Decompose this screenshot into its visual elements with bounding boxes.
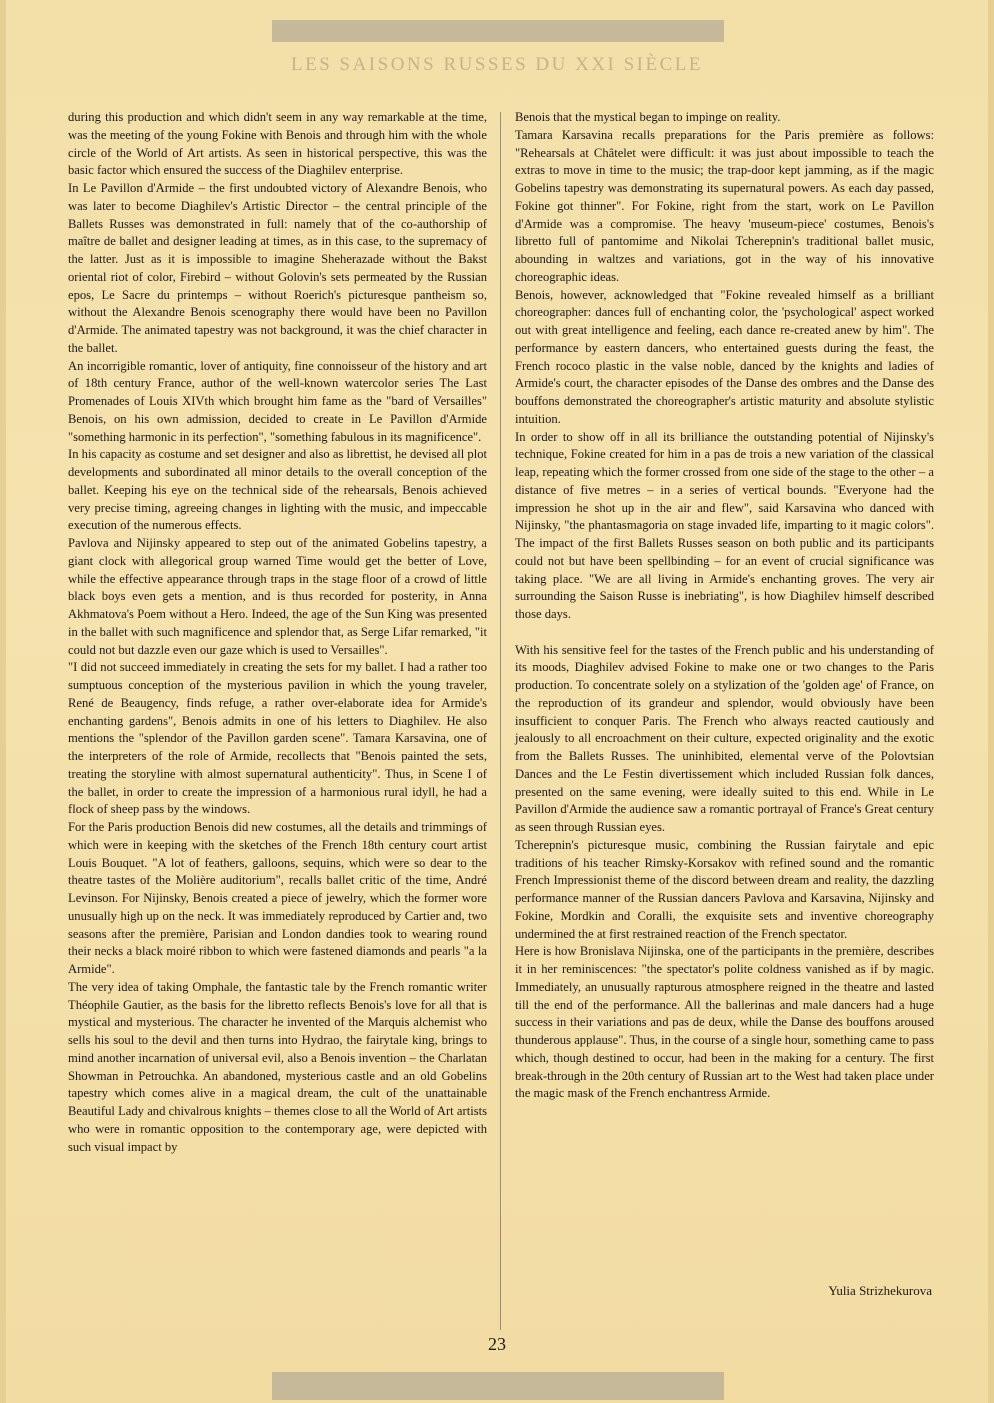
footer-decorative-band [272,1372,724,1400]
paragraph: Tcherepnin's picturesque music, combining the Russian fairytale and epic traditions of his teacher Rimsky-Korsakov with refined sound and the romantic French Impressionist theme of the discord between dream and reality, the dazzling performance manner of the Russian dancers Pavlova and Karsavina, Nijinsky and Fokine, Mordkin and Coralli, the exquisite sets and inventive choreography undermined the at first restrained reaction of the French spectator. [515,837,934,941]
right-column [515,109,934,1103]
paragraph: "I did not succeed immediately in creating the sets for my ballet. I had a rather too sumptuous conception of the mysterious pavilion in which the young traveler, René de Beaugency, finds refuge, a rather over-elaborate idea for Armide's enchanting gardens", Benois admits in one of his letters to Diaghilev. He also mentions the "splendor of the Pavillon garden scene". Tamara Karsavina, one of the interpreters of the role of Armide, recollects that "Benois painted the sets, treating the storyline with almost supernatural authenticity". Thus, in Scene I of the ballet, in order to create the impression of a harmonious rural idyll, he had a flock of sheep pass by the windows. [68,660,487,817]
paragraph: Benois, however, acknowledged that "Fokine revealed himself as a brilliant choreographer: dances full of enchanting color, the 'psychological' aspect worked out with great intelligence and feeling, each dance re-created anew by him". The performance by eastern dancers, who entertained guests during the feast, the French rococo plastic in the valse noble, danced by the knights and ladies of Armide's court, the character episodes of the Danse des ombres and the Danse des bouffons demonstrated the choreographer's artistic maturity and absolute stylistic intuition. [515,287,934,426]
paragraph: Here is how Bronislava Nijinska, one of the participants in the première, describes it in her reminiscences: "the spectator's polite coldness vanished as if by magic. Immediately, an unusually rapturous atmosphere reigned in the theatre and lasted till the end of the performance. All the ballerinas and male dancers had a huge success in their variations and pas de deux, while the Danse des bouffons aroused thunderous applause". Thus, in the course of a single hour, something came to pass which, though destined to occur, had been in the making for a century. The first break-through in the 20th century of Russian art to the West had taken place under the magic mask of the French enchantress Armide. [515,944,934,1101]
left-column [68,109,487,1156]
paragraph: For the Paris production Benois did new costumes, all the details and trimmings of which were in keeping with the sketches of the French 18th century court artist Louis Bouquet. "A lot of feathers, galloons, sequins, which were so dear to the theatre tastes of the Molière auditorium", recalls ballet critic of the time, André Levinson. For Nijinsky, Benois created a piece of jewelry, which the former wore unusually high up on the neck. It was immediately reproduced by Cartier and, two seasons after the première, Parisian and London dandies took to wearing round their necks a black moiré ribbon to which were fastened diamonds and pearls "a la Armide". [68,820,487,976]
page-number: 23 [488,1334,506,1354]
column-divider [500,112,501,1330]
paragraph: Pavlova and Nijinsky appeared to step out of the animated Gobelins tapestry, a giant clock with allegorical group warned Time would get the better of Love, while the effective appearance through traps in the stage floor of a crowd of little black boys even gets a mention, and is thus recorded for posterity, in Anna Akhmatova's Poem without a Hero. Indeed, the age of the Sun King was presented in the ballet with such magnificence and splendor that, as Serge Lifar remarked, "it could not but dazzle even our gaze which is used to Versailles". [68,536,487,657]
author-signature: Yulia Strizhekurova [828,1283,932,1298]
paragraph: during this production and which didn't seem in any way remarkable at the time, was the meeting of the young Fokine with Benois and through him with the whole circle of the World of Art artists. As seen in historical perspective, this was the basic factor which ensured the success of the Diaghilev enterprise. [68,110,487,178]
paragraph: In order to show off in all its brilliance the outstanding potential of Nijinsky's technique, Fokine created for him in a pas de trois a new variation of the classical leap, repeating which the former crossed from one side of the stage to the other – a distance of five metres – in a series of vertical bounds. "Everyone had the impression he shot up in the air and flew", said Karsavina who danced with Nijinsky, "the phantasmagoria on stage invaded life, imparting to it magic colors". The impact of the first Ballets Russes season on both public and its participants could not but have been spellbinding – for an event of crucial significance was taking place. "We are all living in Armide's enchanting groves. The very air surrounding the Saison Russe is inebriating", is how Diaghilev himself described those days. [515,429,934,621]
paragraph: The very idea of taking Omphale, the fantastic tale by the French romantic writer Théophile Gautier, as the basis for the libretto reflects Benois's love for all that is mystical and mysterious. The character he invented of the Marquis alchemist who sells his soul to the devil and then turns into Hydrao, the fairytale king, brings to mind another incarnation of universal evil, also a Benois invention – the Charlatan Showman in Petrouchka. An abandoned, mysterious castle and an old Gobelins tapestry which comes alive in a magical dream, the cult of the unattainable Beautiful Lady and chivalrous knights – themes close to all the World of Art artists who were in romantic opposition to the contemporary age, were depicted with such visual impact by [68,979,487,1154]
running-title: LES SAISONS RUSSES DU XXI SIÈCLE [290,54,704,75]
paragraph: An incorrigible romantic, lover of antiquity, fine connoisseur of the history and art of 18th century France, author of the well-known watercolor series The Last Promenades of Louis XIVth which brought him fame as the "bard of Versailles" Benois, on his own admission, decided to create in Le Pavillon d'Armide "something harmonic in its perfection", "something fabulous in its magnificence". [68,358,487,444]
paragraph: With his sensitive feel for the tastes of the French public and his understanding of its moods, Diaghilev advised Fokine to make one or two changes to the Paris production. To concentrate solely on a stylization of the 'golden age' of France, on the reproduction of its grandeur and splendor, would obviously have been insufficient to conquer Paris. The French who always reacted cautiously and jealously to all encroachment on their culture, expected originality and the exotic from the Ballets Russes. The uninhibited, elemental verve of the Polovtsian Dances and the Le Festin divertissement which included Russian folk dances, presented on the same evening, were ideally suited to this end. While in Le Pavillon d'Armide the audience saw a romantic portrayal of France's Great century as seen through Russian eyes. [515,642,934,834]
paragraph: In his capacity as costume and set designer and also as librettist, he devised all plot developments and subordinated all minor details to the overall conception of the ballet. Keeping his eye on the technical side of the rehearsals, Benois achieved very precise timing, agreeing changes in lighting with the music, and impeccable execution of the numerous effects. [68,447,487,533]
header-decorative-band [272,20,724,42]
paragraph: Benois that the mystical began to impinge on reality. [515,110,781,124]
paragraph: In Le Pavillon d'Armide – the first undoubted victory of Alexandre Benois, who was later to become Diaghilev's Artistic Director – the central principle of the Ballets Russes was demonstrated in full: namely that of the co-authorship of maître de ballet and designer leading at times, as in this case, to the supremacy of the latter. Just as it is impossible to imagine Sheherazade without the Bakst oriental riot of color, Firebird – without Golovin's sets permeated by the Russian epos, Le Sacre du printemps – without Roerich's picturesque pantheism so, without the Alexandre Benois scenography there would have been no Pavillon d'Armide. The animated tapestry was not background, it was the chief character in the ballet. [68,181,487,355]
paragraph: Tamara Karsavina recalls preparations for the Paris première as follows: "Rehearsals at Châtelet were difficult: it was just about impossible to teach the extras to move in time to the music; the trap-door kept jamming, as if the magic Gobelins tapestry was demonstrating its supernatural powers. As each day passed, Fokine got thinner". For Fokine, right from the start, work on Le Pavillon d'Armide was a compromise. The heavy 'museum-piece' costumes, Benois's libretto full of pantomime and Nikolai Tcherepnin's traditional ballet music, abounding in waltzes and variations, got in the way of his innovative choreographic ideas. [515,127,934,284]
